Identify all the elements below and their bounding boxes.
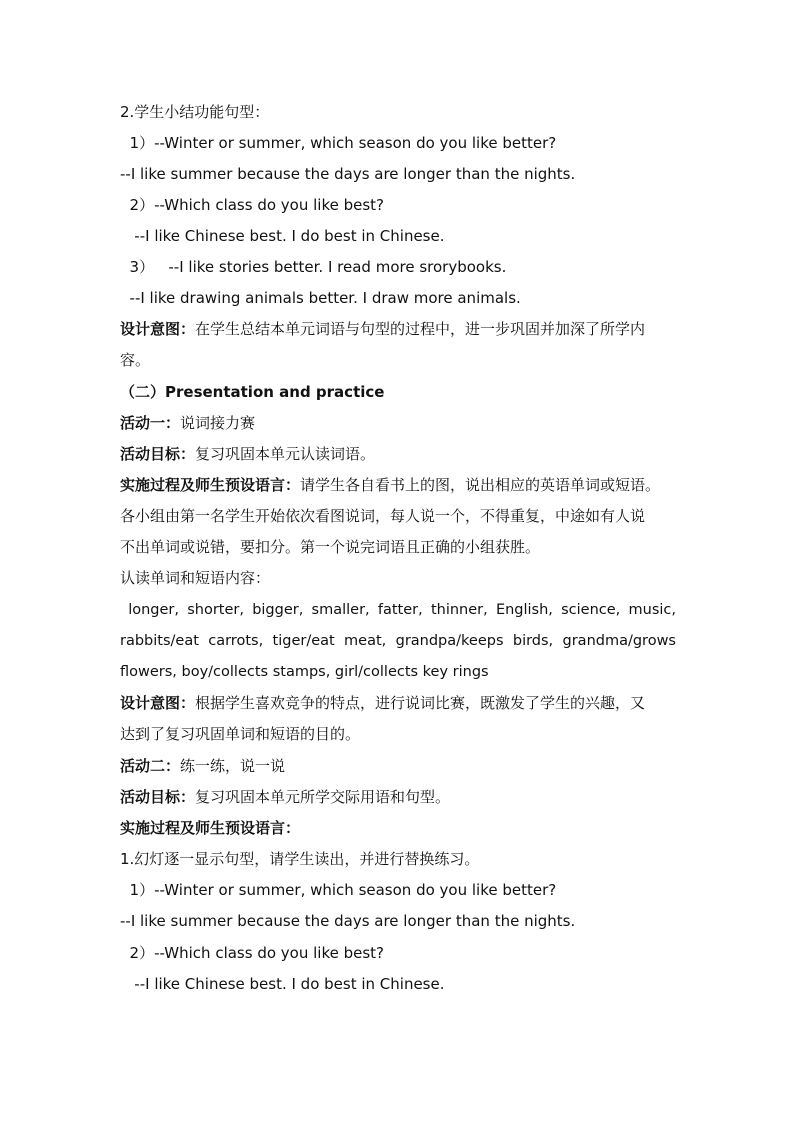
text-line — [120, 413, 676, 435]
section-heading — [120, 382, 676, 404]
line-text: 1）--Winter or summer, which season do you like better? — [120, 134, 557, 152]
text-line — [120, 818, 676, 840]
line-text: flowers, boy/collects stamps, girl/collects key rings — [120, 664, 489, 680]
text-line — [120, 226, 676, 248]
line-text: 2）--Which class do you like best? — [120, 944, 385, 962]
line-text: 复习巩固本单元认读词语。 — [195, 445, 376, 463]
label-text: 设计意图： — [120, 320, 196, 338]
line-text: --I like summer because the days are longer than the nights. — [120, 912, 576, 930]
text-line — [120, 164, 676, 186]
text-line — [120, 537, 676, 559]
label-text: 活动目标： — [120, 445, 196, 463]
text-line — [120, 568, 676, 590]
line-text: 1.幻灯逐一显示句型，请学生读出，并进行替换练习。 — [120, 850, 480, 868]
text-line — [120, 880, 676, 902]
line-text: 复习巩固本单元所学交际用语和句型。 — [195, 788, 451, 806]
line-text: 不出单词或说错，要扣分。第一个说完词语且正确的小组获胜。 — [120, 538, 541, 556]
text-line — [120, 600, 676, 622]
text-line — [120, 911, 676, 933]
line-text: 3） --I like stories better. I read more srorybooks. — [120, 258, 507, 276]
text-line — [120, 693, 676, 715]
line-text: 说词接力赛 — [180, 414, 256, 432]
text-line — [120, 662, 676, 684]
label-text: 活动目标： — [120, 788, 196, 806]
line-text: rabbits/eat carrots, tiger/eat meat, grandpa/keeps birds, grandma/grows — [120, 633, 676, 649]
line-text: --I like Chinese best. I do best in Chinese. — [120, 975, 445, 993]
text-line — [120, 475, 676, 497]
text-line — [120, 724, 676, 746]
line-text: 请学生各自看书上的图，说出相应的英语单词或短语。 — [300, 476, 661, 494]
line-text: 根据学生喜欢竞争的特点，进行说词比赛，既激发了学生的兴趣，又 — [195, 694, 646, 712]
line-text: 2）--Which class do you like best? — [120, 196, 385, 214]
text-line — [120, 257, 676, 279]
heading-text: （二）Presentation and practice — [120, 383, 385, 401]
line-text: 达到了复习巩固单词和短语的目的。 — [120, 725, 361, 743]
line-text: 2.学生小结功能句型： — [120, 103, 270, 121]
text-line — [120, 943, 676, 965]
line-text: 在学生总结本单元词语与句型的过程中，进一步巩固并加深了所学内 — [195, 320, 646, 338]
line-text: --I like Chinese best. I do best in Chinese. — [120, 227, 445, 245]
text-line — [120, 319, 676, 341]
label-text: 活动一： — [120, 414, 181, 432]
line-text: longer, shorter, bigger, smaller, fatter, thinner, English, science, music, — [120, 602, 676, 618]
label-text: 活动二： — [120, 757, 181, 775]
text-line — [120, 631, 676, 653]
line-text: 1）--Winter or summer, which season do you like better? — [120, 881, 557, 899]
text-line — [120, 849, 676, 871]
text-line — [120, 787, 676, 809]
text-line — [120, 288, 676, 310]
text-line — [120, 974, 676, 996]
text-line — [120, 350, 676, 372]
text-line — [120, 506, 676, 528]
line-text: 练一练，说一说 — [180, 757, 286, 775]
label-text: 实施过程及师生预设语言： — [120, 819, 301, 837]
label-text: 实施过程及师生预设语言： — [120, 476, 301, 494]
text-line — [120, 133, 676, 155]
text-line — [120, 102, 676, 124]
line-text: --I like drawing animals better. I draw more animals. — [120, 289, 521, 307]
line-text: 容。 — [120, 351, 151, 369]
text-line — [120, 444, 676, 466]
line-text: 认读单词和短语内容： — [120, 569, 271, 587]
label-text: 设计意图： — [120, 694, 196, 712]
line-text: 各小组由第一名学生开始依次看图说词，每人说一个，不得重复，中途如有人说 — [120, 507, 646, 525]
line-text: --I like summer because the days are longer than the nights. — [120, 165, 576, 183]
text-line — [120, 756, 676, 778]
text-line — [120, 195, 676, 217]
